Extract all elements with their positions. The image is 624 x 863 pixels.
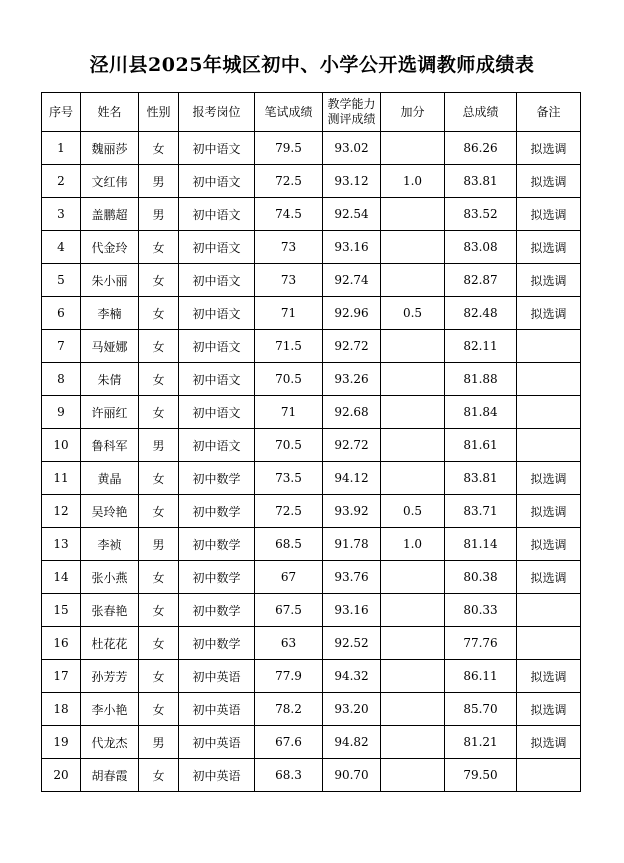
cell-post: 初中语文 <box>179 165 255 198</box>
cell-total: 82.87 <box>445 264 517 297</box>
cell-name: 盖鹏超 <box>81 198 139 231</box>
cell-remark: 拟选调 <box>517 693 581 726</box>
header-ability-line2: 测评成绩 <box>327 112 376 126</box>
cell-name: 鲁科军 <box>81 429 139 462</box>
cell-remark: 拟选调 <box>517 198 581 231</box>
cell-remark: 拟选调 <box>517 495 581 528</box>
cell-gender: 女 <box>139 231 179 264</box>
cell-post: 初中英语 <box>179 726 255 759</box>
cell-bonus <box>381 594 445 627</box>
cell-no: 7 <box>42 330 81 363</box>
cell-name: 李小艳 <box>81 693 139 726</box>
table-row <box>42 165 581 198</box>
cell-remark <box>517 759 581 792</box>
cell-gender: 女 <box>139 132 179 165</box>
cell-no: 2 <box>42 165 81 198</box>
header-bonus: 加分 <box>381 93 445 132</box>
cell-bonus <box>381 693 445 726</box>
cell-remark: 拟选调 <box>517 297 581 330</box>
cell-post: 初中语文 <box>179 297 255 330</box>
cell-name: 李祯 <box>81 528 139 561</box>
cell-bonus <box>381 330 445 363</box>
table-row <box>42 693 581 726</box>
cell-total: 83.52 <box>445 198 517 231</box>
cell-no: 4 <box>42 231 81 264</box>
cell-written-score: 67.5 <box>255 594 323 627</box>
table-row <box>42 528 581 561</box>
cell-bonus <box>381 627 445 660</box>
cell-no: 17 <box>42 660 81 693</box>
cell-total: 83.81 <box>445 462 517 495</box>
cell-ability-score: 93.02 <box>323 132 381 165</box>
cell-gender: 女 <box>139 627 179 660</box>
cell-remark: 拟选调 <box>517 132 581 165</box>
cell-remark: 拟选调 <box>517 660 581 693</box>
cell-no: 3 <box>42 198 81 231</box>
table-row <box>42 594 581 627</box>
table-row <box>42 198 581 231</box>
table-row <box>42 231 581 264</box>
cell-remark: 拟选调 <box>517 528 581 561</box>
cell-gender: 男 <box>139 165 179 198</box>
table-row <box>42 297 581 330</box>
document-title: 泾川县2025年城区初中、小学公开选调教师成绩表 <box>89 54 535 76</box>
cell-remark: 拟选调 <box>517 462 581 495</box>
cell-post: 初中数学 <box>179 528 255 561</box>
table-row <box>42 660 581 693</box>
cell-remark <box>517 429 581 462</box>
cell-written-score: 71 <box>255 396 323 429</box>
cell-total: 79.50 <box>445 759 517 792</box>
cell-no: 16 <box>42 627 81 660</box>
cell-bonus <box>381 363 445 396</box>
header-written-score: 笔试成绩 <box>255 93 323 132</box>
table-row <box>42 561 581 594</box>
cell-remark <box>517 594 581 627</box>
cell-bonus <box>381 231 445 264</box>
cell-no: 6 <box>42 297 81 330</box>
cell-remark <box>517 330 581 363</box>
cell-gender: 男 <box>139 528 179 561</box>
cell-post: 初中英语 <box>179 660 255 693</box>
cell-written-score: 73 <box>255 264 323 297</box>
table-row <box>42 330 581 363</box>
cell-remark: 拟选调 <box>517 165 581 198</box>
cell-name: 代金玲 <box>81 231 139 264</box>
cell-no: 15 <box>42 594 81 627</box>
table-body <box>42 132 581 792</box>
cell-name: 张小燕 <box>81 561 139 594</box>
cell-post: 初中语文 <box>179 396 255 429</box>
cell-ability-score: 92.96 <box>323 297 381 330</box>
cell-ability-score: 92.54 <box>323 198 381 231</box>
cell-bonus <box>381 561 445 594</box>
cell-total: 83.71 <box>445 495 517 528</box>
cell-ability-score: 93.20 <box>323 693 381 726</box>
cell-gender: 男 <box>139 429 179 462</box>
cell-total: 77.76 <box>445 627 517 660</box>
cell-remark <box>517 396 581 429</box>
cell-total: 81.21 <box>445 726 517 759</box>
cell-gender: 男 <box>139 198 179 231</box>
cell-written-score: 72.5 <box>255 495 323 528</box>
cell-remark <box>517 363 581 396</box>
cell-bonus <box>381 429 445 462</box>
header-no: 序号 <box>42 93 81 132</box>
cell-ability-score: 93.76 <box>323 561 381 594</box>
table-row <box>42 495 581 528</box>
cell-post: 初中语文 <box>179 363 255 396</box>
table-row <box>42 726 581 759</box>
cell-remark <box>517 627 581 660</box>
cell-written-score: 70.5 <box>255 429 323 462</box>
cell-ability-score: 90.70 <box>323 759 381 792</box>
table-row <box>42 363 581 396</box>
cell-written-score: 68.5 <box>255 528 323 561</box>
cell-bonus: 1.0 <box>381 165 445 198</box>
table-row <box>42 759 581 792</box>
cell-no: 10 <box>42 429 81 462</box>
cell-bonus <box>381 198 445 231</box>
cell-total: 80.38 <box>445 561 517 594</box>
cell-gender: 女 <box>139 693 179 726</box>
cell-gender: 女 <box>139 594 179 627</box>
cell-no: 11 <box>42 462 81 495</box>
cell-no: 19 <box>42 726 81 759</box>
cell-ability-score: 93.92 <box>323 495 381 528</box>
header-name: 姓名 <box>81 93 139 132</box>
cell-bonus: 1.0 <box>381 528 445 561</box>
cell-gender: 女 <box>139 759 179 792</box>
cell-remark: 拟选调 <box>517 561 581 594</box>
header-remark: 备注 <box>517 93 581 132</box>
cell-remark: 拟选调 <box>517 726 581 759</box>
cell-total: 81.61 <box>445 429 517 462</box>
cell-bonus <box>381 759 445 792</box>
cell-gender: 女 <box>139 462 179 495</box>
cell-written-score: 73 <box>255 231 323 264</box>
table-row <box>42 429 581 462</box>
cell-bonus: 0.5 <box>381 297 445 330</box>
header-post: 报考岗位 <box>179 93 255 132</box>
cell-written-score: 71.5 <box>255 330 323 363</box>
cell-post: 初中英语 <box>179 693 255 726</box>
cell-post: 初中数学 <box>179 627 255 660</box>
cell-name: 马娅娜 <box>81 330 139 363</box>
cell-post: 初中语文 <box>179 429 255 462</box>
cell-total: 83.81 <box>445 165 517 198</box>
cell-ability-score: 93.26 <box>323 363 381 396</box>
cell-remark: 拟选调 <box>517 231 581 264</box>
cell-no: 20 <box>42 759 81 792</box>
cell-no: 18 <box>42 693 81 726</box>
cell-no: 5 <box>42 264 81 297</box>
cell-written-score: 67 <box>255 561 323 594</box>
cell-name: 胡春霞 <box>81 759 139 792</box>
cell-ability-score: 94.82 <box>323 726 381 759</box>
cell-ability-score: 93.12 <box>323 165 381 198</box>
cell-no: 12 <box>42 495 81 528</box>
cell-name: 张春艳 <box>81 594 139 627</box>
cell-remark: 拟选调 <box>517 264 581 297</box>
cell-written-score: 77.9 <box>255 660 323 693</box>
cell-name: 吴玲艳 <box>81 495 139 528</box>
cell-written-score: 79.5 <box>255 132 323 165</box>
table-row <box>42 462 581 495</box>
cell-ability-score: 93.16 <box>323 231 381 264</box>
cell-ability-score: 92.68 <box>323 396 381 429</box>
cell-bonus <box>381 726 445 759</box>
cell-bonus <box>381 132 445 165</box>
cell-post: 初中语文 <box>179 330 255 363</box>
cell-total: 81.14 <box>445 528 517 561</box>
cell-gender: 女 <box>139 330 179 363</box>
cell-written-score: 63 <box>255 627 323 660</box>
cell-no: 8 <box>42 363 81 396</box>
cell-bonus <box>381 660 445 693</box>
cell-no: 14 <box>42 561 81 594</box>
cell-no: 13 <box>42 528 81 561</box>
cell-name: 黄晶 <box>81 462 139 495</box>
header-total: 总成绩 <box>445 93 517 132</box>
cell-gender: 女 <box>139 363 179 396</box>
table-row <box>42 627 581 660</box>
cell-bonus <box>381 396 445 429</box>
cell-name: 代龙杰 <box>81 726 139 759</box>
cell-total: 82.48 <box>445 297 517 330</box>
cell-gender: 女 <box>139 264 179 297</box>
score-table <box>41 92 581 792</box>
cell-ability-score: 92.72 <box>323 330 381 363</box>
cell-post: 初中语文 <box>179 231 255 264</box>
cell-post: 初中数学 <box>179 561 255 594</box>
cell-written-score: 73.5 <box>255 462 323 495</box>
cell-total: 80.33 <box>445 594 517 627</box>
cell-gender: 男 <box>139 726 179 759</box>
cell-no: 1 <box>42 132 81 165</box>
cell-ability-score: 92.52 <box>323 627 381 660</box>
cell-post: 初中数学 <box>179 594 255 627</box>
cell-name: 李楠 <box>81 297 139 330</box>
cell-written-score: 68.3 <box>255 759 323 792</box>
cell-ability-score: 91.78 <box>323 528 381 561</box>
cell-name: 朱倩 <box>81 363 139 396</box>
cell-name: 孙芳芳 <box>81 660 139 693</box>
cell-ability-score: 92.74 <box>323 264 381 297</box>
table-row <box>42 264 581 297</box>
cell-name: 许丽红 <box>81 396 139 429</box>
cell-ability-score: 92.72 <box>323 429 381 462</box>
cell-written-score: 67.6 <box>255 726 323 759</box>
cell-name: 朱小丽 <box>81 264 139 297</box>
cell-written-score: 71 <box>255 297 323 330</box>
cell-post: 初中语文 <box>179 264 255 297</box>
header-gender: 性别 <box>139 93 179 132</box>
cell-total: 82.11 <box>445 330 517 363</box>
cell-written-score: 74.5 <box>255 198 323 231</box>
cell-written-score: 72.5 <box>255 165 323 198</box>
cell-gender: 女 <box>139 495 179 528</box>
table-row <box>42 132 581 165</box>
cell-written-score: 78.2 <box>255 693 323 726</box>
cell-name: 文红伟 <box>81 165 139 198</box>
cell-post: 初中语文 <box>179 132 255 165</box>
cell-name: 魏丽莎 <box>81 132 139 165</box>
cell-total: 85.70 <box>445 693 517 726</box>
cell-post: 初中英语 <box>179 759 255 792</box>
table-header-row <box>42 93 581 132</box>
cell-no: 9 <box>42 396 81 429</box>
cell-bonus <box>381 264 445 297</box>
cell-total: 81.88 <box>445 363 517 396</box>
cell-ability-score: 94.32 <box>323 660 381 693</box>
cell-gender: 女 <box>139 660 179 693</box>
cell-gender: 女 <box>139 561 179 594</box>
cell-ability-score: 93.16 <box>323 594 381 627</box>
cell-total: 81.84 <box>445 396 517 429</box>
cell-gender: 女 <box>139 396 179 429</box>
cell-total: 83.08 <box>445 231 517 264</box>
cell-post: 初中语文 <box>179 198 255 231</box>
cell-total: 86.11 <box>445 660 517 693</box>
cell-gender: 女 <box>139 297 179 330</box>
table-row <box>42 396 581 429</box>
cell-bonus <box>381 462 445 495</box>
cell-ability-score: 94.12 <box>323 462 381 495</box>
header-ability-line1: 教学能力 <box>327 97 376 111</box>
cell-written-score: 70.5 <box>255 363 323 396</box>
cell-total: 86.26 <box>445 132 517 165</box>
cell-name: 杜花花 <box>81 627 139 660</box>
header-ability-score <box>323 93 381 132</box>
cell-post: 初中数学 <box>179 462 255 495</box>
cell-post: 初中数学 <box>179 495 255 528</box>
cell-bonus: 0.5 <box>381 495 445 528</box>
